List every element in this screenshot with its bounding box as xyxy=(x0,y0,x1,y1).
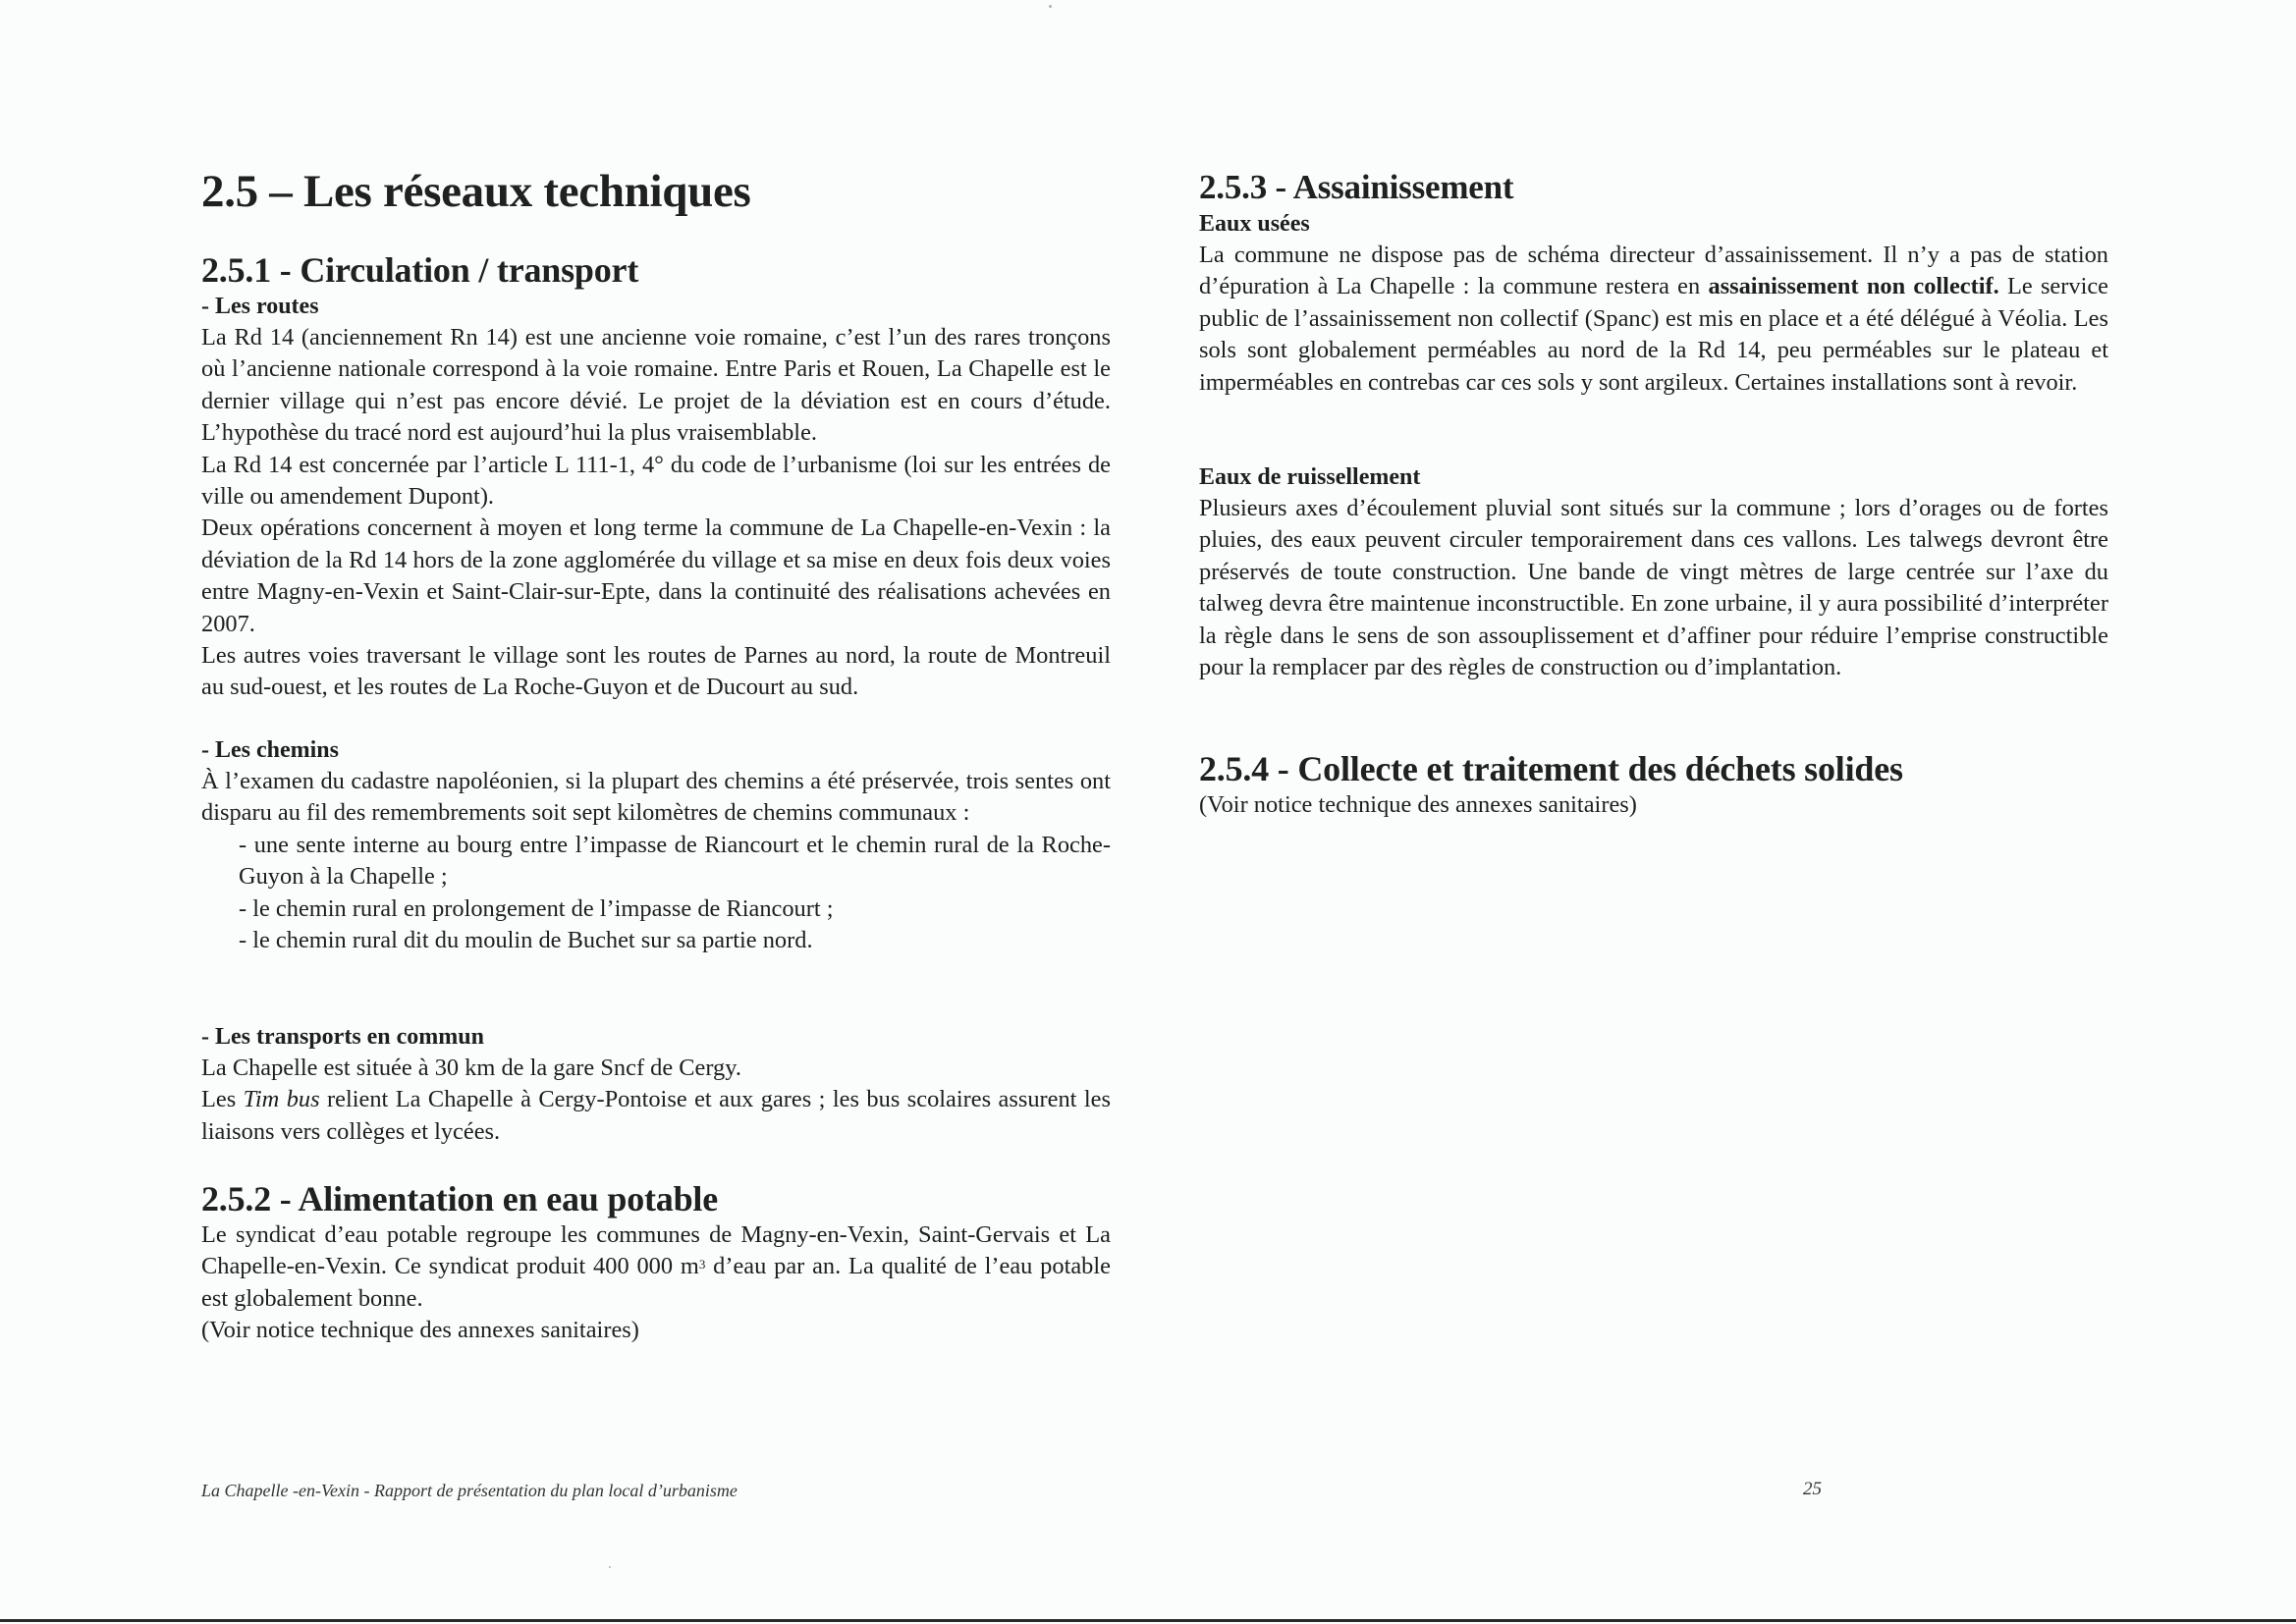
list-item: - une sente interne au bourg entre l’impasse de Riancourt et le chemin rural de la Roche-Guyon à la Chapelle ; xyxy=(239,831,1111,891)
section-heading-2-5-2: 2.5.2 - Alimentation en eau potable xyxy=(201,1179,719,1218)
page-number: 25 xyxy=(1803,1479,1822,1499)
subheading-eaux-usees: Eaux usées xyxy=(1199,211,1310,237)
page-footer: La Chapelle -en-Vexin - Rapport de présentation du plan local d’urbanisme xyxy=(201,1481,738,1500)
paragraph xyxy=(1199,240,2108,399)
text: Le service public de l’assainissement non collectif (Spanc) est mis en place et a été délégué à Véolia. Les sols sont globalement perméables au nord de la Rd 14, peu perméables sur le plateau et imperméables en contrebas car ces sols y sont argileux. Certaines installations sont à revoir. xyxy=(1199,273,2109,396)
subheading-routes: - Les routes xyxy=(201,294,319,319)
scan-speck xyxy=(1049,5,1052,8)
superscript: 3 xyxy=(698,1257,706,1272)
text: Le syndicat d’eau potable regroupe les communes de Magny-en-Vexin, Saint-Gervais et La Chapelle-en-Vexin. Ce syndicat produit 400 000 m xyxy=(201,1221,1111,1280)
text: La commune ne dispose pas de schéma directeur d’assainissement. Il n’y a pas de station d’épuration à La Chapelle : la commune restera en xyxy=(1199,242,2108,300)
page-title: 2.5 – Les réseaux techniques xyxy=(201,166,751,217)
text: Les xyxy=(201,1086,244,1113)
paragraph: La Chapelle est située à 30 km de la gare Sncf de Cergy. xyxy=(201,1055,741,1081)
tim-bus-italic: Tim bus xyxy=(243,1086,320,1113)
scan-speck xyxy=(609,1566,611,1568)
subheading-transports: - Les transports en commun xyxy=(201,1024,484,1050)
paragraph: Deux opérations concernent à moyen et long terme la commune de La Chapelle-en-Vexin : la déviation de la Rd 14 hors de la zone agglomérée du village et sa mise en deux fois deux voies entre Magny-en-Vexin et Saint-Clair-sur-Epte, dans la continuité des réalisations achevées en 2007. xyxy=(201,514,1111,637)
section-heading-2-5-1: 2.5.1 - Circulation / transport xyxy=(201,250,639,290)
paragraph xyxy=(201,1219,1111,1315)
list-item: - le chemin rural en prolongement de l’impasse de Riancourt ; xyxy=(239,894,834,922)
paragraph: Plusieurs axes d’écoulement pluvial sont situés sur la commune ; lors d’orages ou de fortes pluies, des eaux peuvent circuler temporairement dans ces vallons. Les talwegs devront être préservés de toute construction. Une bande de vingt mètres de large centrée sur l’axe du talweg devra être maintenue inconstructible. En zone urbaine, il y aura possibilité d’interpréter la règle dans le sens de son assouplissement et d’affiner pour réduire l’emprise constructible pour la remplacer par des règles de construction ou d’implantation. xyxy=(1199,495,2108,681)
paragraph: À l’examen du cadastre napoléonien, si la plupart des chemins a été préservée, trois sentes ont disparu au fil des remembrements soit sept kilomètres de chemins communaux : xyxy=(201,768,1111,827)
paragraph: Les autres voies traversant le village sont les routes de Parnes au nord, la route de Montreuil au sud-ouest, et les routes de La Roche-Guyon et de Ducourt au sud. xyxy=(201,642,1111,701)
paragraph: La Rd 14 est concernée par l’article L 111-1, 4° du code de l’urbanisme (loi sur les entrées de ville ou amendement Dupont). xyxy=(201,451,1111,511)
paragraph: La Rd 14 (anciennement Rn 14) est une ancienne voie romaine, c’est l’un des rares tronçons où l’ancienne nationale correspond à la voie romaine. Entre Paris et Rouen, La Chapelle est le dernier village qui n’est pas encore dévié. Le projet de la déviation est en cours d’étude. L’hypothèse du tracé nord est aujourd’hui la plus vraisemblable. xyxy=(201,324,1111,447)
text: relient La Chapelle à Cergy-Pontoise et aux gares ; les bus scolaires assurent les liaisons vers collèges et lycées. xyxy=(201,1086,1111,1145)
bold-text: assainissement non collectif. xyxy=(1708,273,1999,300)
note: (Voir notice technique des annexes sanitaires) xyxy=(1199,791,1637,818)
note: (Voir notice technique des annexes sanitaires) xyxy=(201,1317,639,1344)
paragraph xyxy=(201,1084,1111,1148)
text: d’eau par an. La qualité de l’eau potable est globalement bonne. xyxy=(201,1253,1111,1312)
subheading-eaux-ruissellement: Eaux de ruissellement xyxy=(1199,464,1421,490)
section-heading-2-5-3: 2.5.3 - Assainissement xyxy=(1199,168,1514,206)
subheading-chemins: - Les chemins xyxy=(201,737,339,763)
list-item: - le chemin rural dit du moulin de Buchet sur sa partie nord. xyxy=(239,927,813,954)
section-heading-2-5-4: 2.5.4 - Collecte et traitement des déchets solides xyxy=(1199,749,1903,788)
scan-edge-line xyxy=(0,1619,2296,1622)
